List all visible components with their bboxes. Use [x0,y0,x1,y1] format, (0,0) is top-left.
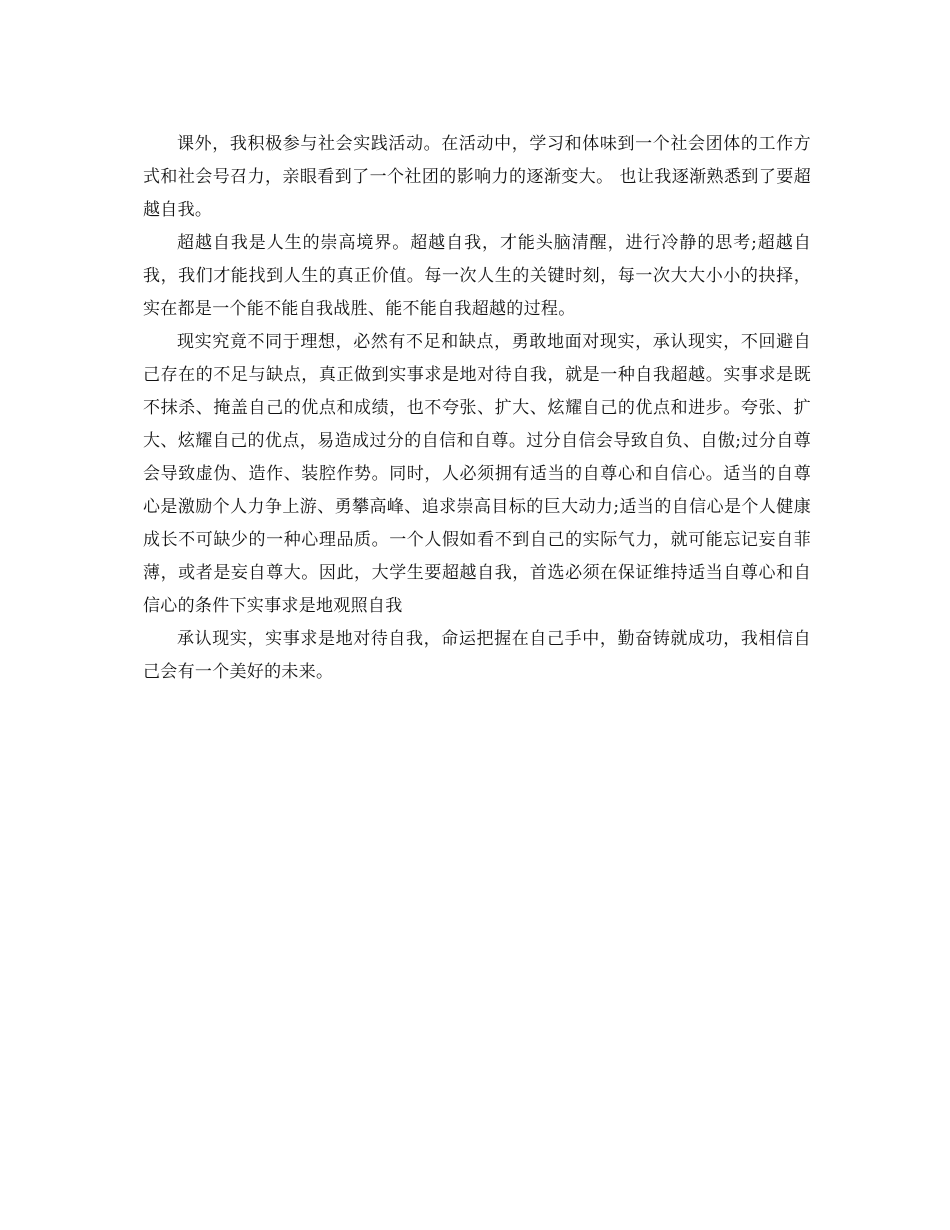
document-body [143,128,811,689]
paragraph-3: 现实究竟不同于理想，必然有不足和缺点，勇敢地面对现实，承认现实，不回避自己存在的不足与缺点，真正做到实事求是地对待自我，就是一种自我超越。实事求是既不抹杀、掩盖自己的优点和成绩，也不夸张、扩大、炫耀自己的优点和进步。夸张、扩大、炫耀自己的优点，易造成过分的自信和自尊。过分自信会导致自负、自傲;过分自尊会导致虚伪、造作、装腔作势。同时，人必须拥有适当的自尊心和自信心。适当的自尊心是激励个人力争上游、勇攀高峰、追求崇高目标的巨大动力;适当的自信心是个人健康成长不可缺少的一种心理品质。一个人假如看不到自己的实际气力，就可能忘记妄自菲薄，或者是妄自尊大。因此，大学生要超越自我，首选必须在保证维持适当自尊心和自信心的条件下实事求是地观照自我 [143,332,811,616]
paragraph-4: 承认现实，实事求是地对待自我，命运把握在自己手中，勤奋铸就成功，我相信自己会有一个美好的未来。 [143,629,811,682]
paragraph-1: 课外，我积极参与社会实践活动。在活动中，学习和体味到一个社会团体的工作方式和社会号召力，亲眼看到了一个社团的影响力的逐渐变大。 也让我逐渐熟悉到了要超越自我。 [143,134,811,220]
paragraph-2: 超越自我是人生的崇高境界。超越自我，才能头脑清醒，进行冷静的思考;超越自我，我们才能找到人生的真正价值。每一次人生的关键时刻，每一次大大小小的抉择，实在都是一个能不能自我战胜、能不能自我超越的过程。 [143,233,811,319]
